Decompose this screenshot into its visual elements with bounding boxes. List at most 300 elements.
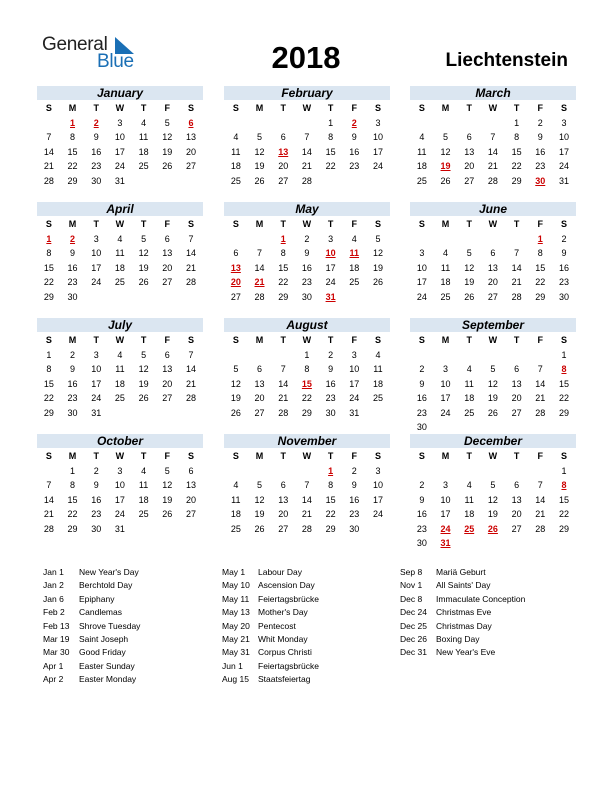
day: 7 (46, 480, 52, 490)
day: 17 (372, 494, 383, 505)
empty-day (457, 348, 481, 363)
empty-day (434, 348, 458, 363)
day: 20 (162, 262, 173, 273)
day: 27 (230, 291, 241, 302)
day: 23 (535, 161, 546, 171)
day: 17 (349, 378, 360, 389)
day: 6 (490, 248, 496, 258)
empty-day (481, 116, 505, 131)
day: 24 (91, 277, 102, 287)
holiday-day: 13 (278, 146, 289, 157)
day: 14 (278, 378, 289, 389)
day: 13 (278, 494, 289, 505)
holiday-column (43, 566, 223, 687)
day: 25 (372, 393, 383, 403)
weekday-header: S (560, 103, 567, 113)
day: 2 (537, 117, 543, 128)
day: 24 (114, 161, 125, 171)
holiday-date: May 10 (222, 580, 250, 591)
day: 30 (325, 407, 336, 418)
day: 29 (43, 407, 54, 418)
weekday-header: M (255, 103, 264, 113)
weekday-header: W (488, 103, 498, 113)
weekday-header: F (351, 219, 358, 229)
day: 28 (535, 407, 546, 418)
month-april (37, 202, 203, 304)
day: 31 (114, 523, 125, 534)
day: 12 (487, 494, 498, 505)
holiday-row (43, 606, 223, 619)
day: 11 (231, 494, 241, 505)
day: 27 (511, 523, 522, 534)
holiday-row (222, 593, 402, 606)
holiday-name: Feiertagsbrücke (258, 660, 319, 671)
day: 13 (185, 132, 196, 142)
day: 3 (93, 233, 99, 244)
weekday-header: T (513, 219, 520, 229)
day: 11 (231, 146, 241, 157)
empty-day (248, 232, 272, 247)
day: 5 (141, 349, 147, 360)
day: 26 (440, 175, 451, 186)
weekday-header: S (232, 335, 239, 345)
day: 31 (349, 407, 360, 418)
day: 28 (278, 407, 289, 418)
day: 25 (349, 277, 360, 287)
day: 29 (301, 407, 312, 418)
day: 10 (114, 132, 125, 142)
day: 15 (67, 494, 78, 505)
day: 21 (301, 509, 312, 519)
weekday-header: M (68, 335, 77, 345)
day: 2 (70, 349, 76, 360)
day: 25 (230, 175, 241, 186)
weekday-header: T (466, 335, 472, 345)
weekday-header: F (351, 451, 358, 461)
day: 1 (304, 349, 310, 360)
holiday-row (222, 660, 402, 673)
holiday-row (400, 566, 580, 579)
day: 28 (43, 523, 54, 534)
holiday-date: Apr 2 (43, 674, 64, 685)
day: 8 (70, 480, 76, 490)
weekday-header: S (418, 103, 425, 113)
weekday-header: S (374, 103, 381, 113)
logo-general-text: General (42, 34, 108, 55)
weekday-header: S (45, 103, 52, 113)
day: 16 (91, 494, 102, 505)
day: 9 (561, 248, 567, 258)
weekday-header: M (441, 335, 450, 345)
day: 9 (93, 480, 99, 490)
month-february (224, 86, 390, 188)
holiday-date: Sep 8 (400, 567, 423, 577)
day: 11 (115, 248, 125, 258)
holiday-name: Staatsfeiertag (258, 674, 311, 685)
holiday-date: Nov 1 (400, 580, 423, 591)
day: 7 (537, 364, 543, 374)
day: 16 (349, 494, 360, 505)
day: 1 (561, 465, 567, 476)
day: 4 (443, 248, 449, 258)
day-grid (37, 333, 203, 420)
holiday-day: 8 (561, 480, 567, 490)
weekday-header: M (441, 219, 450, 229)
holiday-row (43, 660, 223, 673)
day: 4 (466, 364, 472, 374)
day: 28 (185, 393, 196, 403)
weekday-header: F (164, 335, 171, 345)
day: 26 (254, 523, 265, 534)
day: 26 (138, 277, 149, 287)
day: 8 (328, 132, 334, 142)
weekday-header: T (93, 219, 99, 229)
weekday-header: F (537, 451, 544, 461)
day: 10 (440, 378, 451, 389)
weekday-header: S (418, 451, 425, 461)
day: 3 (419, 248, 425, 258)
holiday-date: May 1 (222, 567, 246, 577)
day: 31 (91, 407, 102, 418)
holiday-date: May 13 (222, 607, 250, 618)
holiday-row (400, 579, 580, 592)
day: 5 (443, 132, 449, 142)
weekday-header: T (327, 451, 334, 461)
empty-day (434, 232, 458, 247)
day-grid (410, 449, 576, 551)
day: 6 (188, 465, 194, 476)
day: 6 (514, 480, 520, 490)
weekday-header: M (68, 219, 77, 229)
day: 18 (372, 378, 383, 389)
day: 12 (372, 248, 383, 258)
holiday-date: Apr 1 (43, 660, 64, 671)
day-grid (224, 101, 390, 188)
month-name: April (37, 202, 203, 216)
day: 15 (278, 262, 289, 273)
day: 16 (67, 262, 78, 273)
day: 8 (46, 248, 52, 258)
day: 2 (93, 465, 99, 476)
day: 2 (328, 349, 334, 360)
day: 22 (511, 161, 522, 171)
holiday-row (43, 593, 223, 606)
day: 9 (419, 378, 425, 389)
holiday-name: Berchtold Day (79, 580, 133, 591)
holiday-row (400, 646, 580, 659)
holiday-date: May 20 (222, 620, 250, 631)
day: 20 (185, 494, 196, 505)
day: 19 (254, 161, 265, 171)
day: 17 (558, 146, 569, 157)
day: 22 (67, 161, 78, 171)
empty-day (457, 232, 481, 247)
weekday-header: W (115, 335, 125, 345)
day: 24 (558, 161, 569, 171)
day: 29 (325, 523, 336, 534)
holiday-name: Labour Day (258, 567, 302, 577)
day: 25 (114, 393, 125, 403)
day: 16 (349, 146, 360, 157)
holiday-day: 11 (349, 248, 360, 258)
day: 7 (188, 349, 194, 360)
day: 30 (349, 523, 360, 534)
day: 21 (301, 161, 312, 171)
day: 1 (561, 349, 567, 360)
day: 5 (233, 364, 239, 374)
day: 19 (487, 393, 498, 403)
day: 8 (46, 364, 52, 374)
day: 14 (254, 262, 265, 273)
day: 31 (114, 175, 125, 186)
day: 5 (257, 132, 263, 142)
month-name: May (224, 202, 390, 216)
day: 10 (558, 132, 569, 142)
day: 13 (254, 378, 265, 389)
day: 21 (43, 161, 54, 171)
day: 16 (416, 509, 427, 519)
day: 12 (440, 146, 451, 157)
month-name: November (224, 434, 390, 448)
weekday-header: S (187, 103, 194, 113)
day: 25 (464, 407, 475, 418)
day: 22 (43, 393, 54, 403)
day: 16 (67, 378, 78, 389)
day: 14 (487, 146, 498, 157)
day: 27 (162, 277, 173, 287)
day: 24 (114, 509, 125, 519)
holiday-date: May 31 (222, 647, 250, 658)
holiday-name: Shrove Tuesday (79, 620, 141, 631)
weekday-header: T (280, 219, 286, 229)
empty-day (224, 348, 248, 363)
holiday-row (43, 633, 223, 646)
weekday-header: T (513, 451, 520, 461)
month-name: October (37, 434, 203, 448)
day: 19 (162, 146, 173, 157)
day-grid (224, 449, 390, 536)
holiday-date: Jun 1 (222, 660, 243, 671)
empty-day (528, 348, 552, 363)
day: 14 (43, 146, 54, 157)
day: 7 (537, 480, 543, 490)
weekday-header: S (374, 335, 381, 345)
day: 26 (464, 291, 475, 302)
day: 16 (91, 146, 102, 157)
day: 21 (535, 509, 546, 519)
day: 5 (466, 248, 472, 258)
day: 23 (301, 277, 312, 287)
day: 21 (278, 393, 289, 403)
day: 13 (464, 146, 475, 157)
day: 6 (233, 248, 239, 258)
day: 15 (558, 378, 569, 389)
day: 12 (162, 132, 173, 142)
holiday-name: New Year's Day (79, 567, 139, 577)
day: 18 (440, 277, 451, 287)
holiday-day: 1 (70, 117, 76, 128)
day: 25 (416, 175, 427, 186)
day: 20 (278, 161, 289, 171)
empty-day (505, 464, 529, 479)
day: 18 (416, 161, 427, 171)
day: 25 (114, 277, 125, 287)
day: 26 (487, 407, 498, 418)
day: 13 (162, 364, 173, 374)
day: 30 (91, 175, 102, 186)
day: 13 (162, 248, 173, 258)
weekday-header: S (374, 219, 381, 229)
day: 9 (351, 132, 357, 142)
day-grid (410, 101, 576, 188)
empty-day (481, 232, 505, 247)
weekday-header: T (466, 103, 472, 113)
day: 20 (254, 393, 265, 403)
day: 26 (230, 407, 241, 418)
day: 4 (351, 233, 357, 244)
day: 18 (230, 509, 241, 519)
day: 11 (464, 378, 474, 389)
year-title: 2018 (271, 40, 341, 75)
day: 27 (162, 393, 173, 403)
day: 6 (280, 132, 286, 142)
weekday-header: T (280, 103, 286, 113)
holiday-date: May 21 (222, 633, 250, 644)
holiday-name: Easter Monday (79, 674, 137, 685)
holiday-name: Pentecost (258, 620, 296, 631)
holiday-date: Jan 1 (43, 567, 64, 577)
holiday-row (400, 620, 580, 633)
day: 20 (185, 146, 196, 157)
holiday-row (43, 620, 223, 633)
holiday-row (400, 606, 580, 619)
holiday-day: 25 (464, 523, 475, 534)
day: 21 (511, 277, 522, 287)
day: 10 (91, 248, 102, 258)
weekday-header: S (560, 451, 567, 461)
day: 17 (325, 262, 336, 273)
day: 22 (535, 277, 546, 287)
holiday-name: Epiphany (79, 593, 115, 604)
weekday-header: W (488, 219, 498, 229)
day: 3 (328, 233, 334, 244)
day: 13 (487, 262, 498, 273)
day: 24 (349, 393, 360, 403)
day: 3 (443, 480, 449, 490)
day: 18 (138, 146, 149, 157)
day-grid (37, 449, 203, 536)
day: 4 (141, 465, 147, 476)
month-december (410, 434, 576, 551)
day: 4 (117, 233, 123, 244)
holiday-row (43, 646, 223, 659)
holiday-date: Feb 2 (43, 607, 65, 618)
day: 9 (537, 132, 543, 142)
holiday-row (222, 646, 402, 659)
day: 30 (558, 291, 569, 302)
day: 7 (46, 132, 52, 142)
weekday-header: M (68, 451, 77, 461)
month-name: August (224, 318, 390, 332)
day: 8 (70, 132, 76, 142)
day: 1 (70, 465, 76, 476)
day: 20 (511, 509, 522, 519)
weekday-header: T (466, 219, 472, 229)
empty-day (248, 464, 272, 479)
day: 30 (301, 291, 312, 302)
day: 20 (464, 161, 475, 171)
holiday-name: Good Friday (79, 647, 126, 658)
weekday-header: W (115, 451, 125, 461)
day: 30 (67, 407, 78, 418)
day: 28 (301, 175, 312, 186)
day: 8 (514, 132, 520, 142)
day: 19 (464, 277, 475, 287)
day: 18 (464, 393, 475, 403)
day: 3 (117, 465, 123, 476)
day: 20 (487, 277, 498, 287)
day: 12 (162, 480, 173, 490)
day: 7 (188, 233, 194, 244)
empty-day (295, 464, 319, 479)
day: 12 (254, 146, 265, 157)
day: 7 (304, 480, 310, 490)
day: 19 (138, 378, 149, 389)
weekday-header: S (560, 219, 567, 229)
holiday-day: 2 (93, 117, 99, 128)
empty-day (481, 348, 505, 363)
weekday-header: W (302, 335, 312, 345)
holiday-day: 19 (440, 161, 451, 171)
day: 30 (91, 523, 102, 534)
day: 24 (372, 161, 383, 171)
day: 5 (164, 465, 170, 476)
day: 15 (558, 494, 569, 505)
day: 18 (464, 509, 475, 519)
weekday-header: M (68, 103, 77, 113)
day: 26 (162, 161, 173, 171)
day: 14 (535, 494, 546, 505)
empty-day (434, 116, 458, 131)
day: 20 (511, 393, 522, 403)
day: 18 (230, 161, 241, 171)
day: 27 (278, 175, 289, 186)
day: 19 (372, 262, 383, 273)
day: 3 (93, 349, 99, 360)
empty-day (457, 116, 481, 131)
month-november (224, 434, 390, 536)
empty-day (434, 464, 458, 479)
weekday-header: T (140, 335, 147, 345)
weekday-header: M (441, 103, 450, 113)
day: 26 (162, 509, 173, 519)
day: 12 (138, 248, 149, 258)
weekday-header: F (164, 219, 171, 229)
holiday-day: 10 (325, 248, 336, 258)
weekday-header: S (418, 335, 425, 345)
month-name: January (37, 86, 203, 100)
day: 24 (325, 277, 336, 287)
weekday-header: T (140, 219, 147, 229)
day: 14 (185, 248, 196, 258)
country-title: Liechtenstein (445, 50, 568, 71)
day: 29 (511, 175, 522, 186)
day: 11 (138, 480, 149, 490)
weekday-header: S (232, 219, 239, 229)
holiday-date: Dec 25 (400, 620, 427, 631)
day: 26 (372, 277, 383, 287)
day: 8 (537, 248, 543, 258)
